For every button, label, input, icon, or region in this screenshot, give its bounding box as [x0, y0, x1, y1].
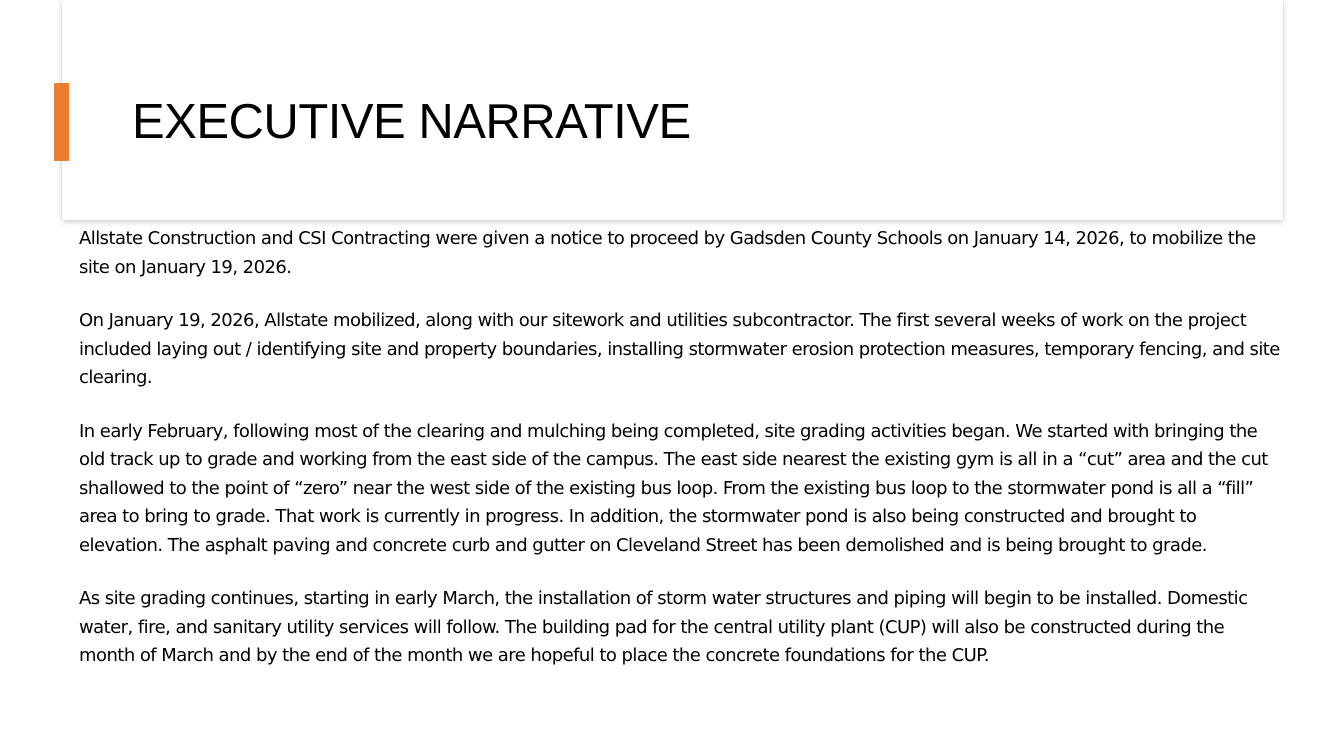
paragraph-mobilization: On January 19, 2026, Allstate mobilized, along with our sitework and utilities subcontractor. The first several weeks of work on the project included laying out / identifying site and property boundaries, installing stormwater erosion protection measures, temporary fencing, and site clearing. — [79, 310, 1280, 388]
paragraph-notice-to-proceed: Allstate Construction and CSI Contracting were given a notice to proceed by Gadsden County Schools on January 14, 2026, to mobilize the site on January 19, 2026. — [79, 228, 1256, 278]
narrative-body — [79, 225, 1284, 696]
accent-bar — [54, 83, 69, 161]
page-title: EXECUTIVE NARRATIVE — [132, 95, 691, 149]
paragraph-site-grading: In early February, following most of the clearing and mulching being completed, site grading activities began. We started with bringing the old track up to grade and working from the east side of the campus. The east side nearest the existing gym is all in a “cut” area and the cut shallowed to the point of “zero” near the west side of the existing bus loop. From the existing bus loop to the stormwater pond is all a “fill” area to bring to grade. That work is currently in progress. In addition, the stormwater pond is also being constructed and brought to elevation. The asphalt paving and concrete curb and gutter on Cleveland Street has been demolished and is being brought to grade. — [79, 420, 1268, 556]
paragraph-upcoming-work: As site grading continues, starting in early March, the installation of storm water structures and piping will begin to be installed. Domestic water, fire, and sanitary utility services will follow. The building pad for the central utility plant (CUP) will also be constructed during the month of March and by the end of the month we are hopeful to place the concrete foundations for the CUP. — [79, 588, 1248, 666]
